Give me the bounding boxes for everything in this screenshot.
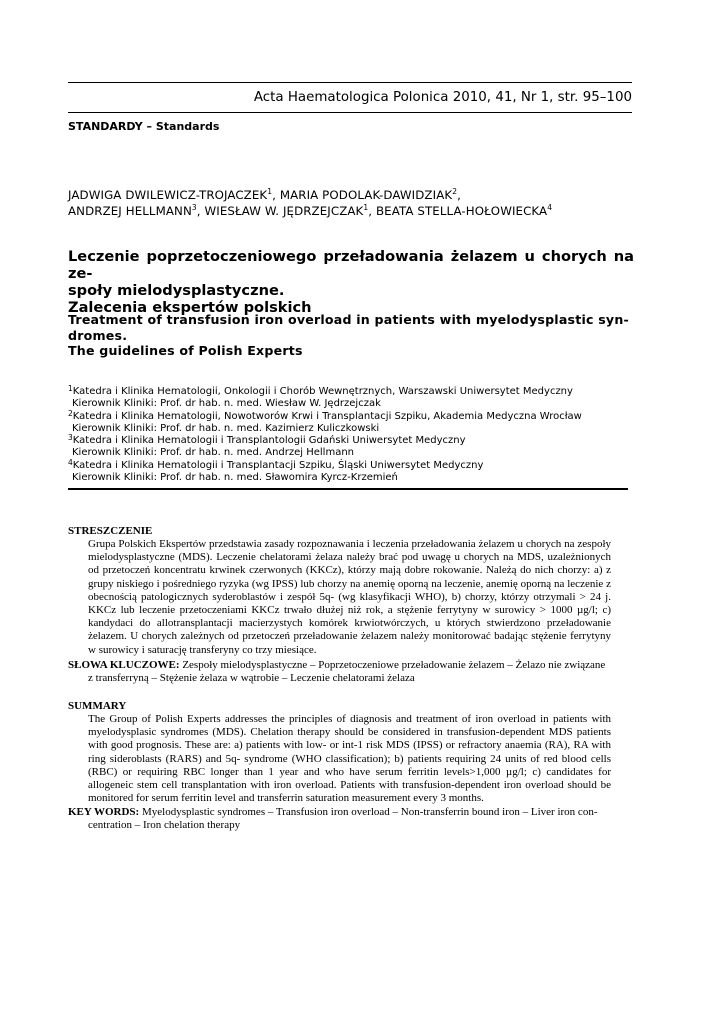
summary-heading: SUMMARY [68, 700, 127, 712]
author-line-1 [68, 187, 638, 203]
slowa-kluczowe-text: Zespoły mielodysplastyczne – Poprzetoczeniowe przeładowanie żelazem – Żelazo nie związane [179, 659, 606, 671]
title-english [68, 312, 634, 359]
streszczenie-body: Grupa Polskich Ekspertów przedstawia zasady rozpoznawania i leczenia przeładowania żelazem u chorych na zespoły mielodysplastyczne (MDS). Leczenie chelatorami żelaza należy brać pod uwagę u chorych na MDS, uzależnionych od przetoczeń koncentratu krwinek czerwonych (KKCz), którzy mają dobre rokowanie. Należą do nich chorzy: a) z grupy niskiego i pośredniego ryzyka (wg IPSS) lub chorzy na anemię oporną na leczenie, anemię oporną na leczenie z obecnością patologicznych syderoblastów i zespół 5q- (wg klasyfikacji WHO), b) chorzy, którzy otrzymali > 24 j. KKCz lub leczenie przetoczeniami KKCz trwało dłużej niż rok, a stężenie ferrytyny w surowicy > 1000 µg/l; c) kandydaci do allotransplantacji macierzystych komórek krwiotwórczych, u których stwierdzono przeładowanie żelazem. U chorych zależnych od przetoczeń przeładowanie żelazem należy monitorować badając stężenie ferrytyny w surowicy i saturację transferyny co trzy miesiące. [88, 538, 611, 656]
author-name: ANDRZEJ HELLMANN [68, 204, 192, 218]
streszczenie-heading: STRESZCZENIE [68, 525, 153, 537]
title-polish-line: społy mielodysplastyczne. [68, 282, 285, 299]
key-words-block [68, 806, 613, 832]
affiliation-line [68, 457, 638, 472]
affiliation-text: Katedra i Klinika Hematologii, Onkologii i Chorób Wewnętrznych, Warszawski Uniwersytet Medyczny [72, 386, 573, 397]
author-line-2 [68, 203, 638, 219]
affiliation-text: Kierownik Kliniki: Prof. dr hab. n. med. Wiesław W. Jędrzejczak [72, 398, 381, 410]
header-bottom-rule [68, 112, 632, 113]
slowa-kluczowe-block [68, 659, 613, 685]
affiliation-line [68, 447, 638, 459]
author-name: , WIESŁAW W. JĘDRZEJCZAK [196, 204, 364, 218]
key-words-text: Myelodysplastic syndromes – Transfusion iron overload – Non-transferrin bound iron – Liver iron con- [139, 806, 598, 818]
slowa-kluczowe-label: SŁOWA KLUCZOWE: [68, 659, 180, 671]
title-polish [68, 248, 634, 316]
affiliation-text: Kierownik Kliniki: Prof. dr hab. n. med. Kazimierz Kuliczkowski [72, 422, 380, 434]
title-polish-line: Leczenie poprzetoczeniowego przeładowania żelazem u chorych na ze- [68, 248, 634, 282]
author-separator: , [457, 188, 461, 202]
affiliation-text: Katedra i Klinika Hematologii, Nowotworów Krwi i Transplantacji Szpiku, Akademia Medyczna Wrocław [72, 410, 582, 422]
summary-body: The Group of Polish Experts addresses the principles of diagnosis and treatment of iron overload in patients with myelodysplasic syndromes (MDS). Chelation therapy should be considered in transfusion-dependent MDS patients with good prognosis. These are: a) patients with low- or int-1 risk MDS (IPSS) or refractory anaemia (RA), RA with ring sideroblasts (RARS) and 5q- syndrome (WHO classification); b) patients requiring 24 units of red blood cells (RBC) or requiring RBC longer than 1 year and who have serum ferritin levels>1,000 µg/l; c) candidates for allogeneic stem cell transplantation with iron overload. Patients with transfusion-dependent iron overload should be monitored for serum ferritin level and transferrin saturation measurement every 3 months. [88, 713, 611, 805]
affiliation-sup: 4 [68, 457, 73, 467]
key-words-text-cont: centration – Iron chelation therapy [88, 819, 241, 832]
affiliation-text: Katedra i Klinika Hematologii i Transplantacji Szpiku, Śląski Uniwersytet Medyczny [72, 459, 484, 471]
affiliation-line [68, 435, 638, 447]
author-affiliation-sup: 3 [191, 203, 197, 212]
affiliation-line [68, 472, 638, 484]
affiliation-text: Kierownik Kliniki: Prof. dr hab. n. med. Andrzej Hellmann [72, 447, 354, 459]
title-english-line: dromes. [68, 327, 128, 343]
affiliation-text: Kierownik Kliniki: Prof. dr hab. n. med. Sławomira Kyrcz-Krzemień [72, 472, 398, 484]
affiliation-line [68, 423, 638, 435]
author-affiliation-sup: 4 [547, 203, 553, 212]
author-name: JADWIGA DWILEWICZ-TROJACZEK [68, 188, 268, 202]
author-name: , BEATA STELLA-HOŁOWIECKA [368, 204, 548, 218]
affiliation-text: Katedra i Klinika Hematologii i Transplantologii Gdański Uniwersytet Medyczny [72, 435, 466, 447]
author-affiliation-sup: 1 [363, 203, 369, 212]
author-list [68, 187, 638, 219]
author-affiliation-sup: 2 [452, 187, 458, 196]
title-polish-line: Zalecenia ekspertów polskich [68, 299, 312, 316]
affiliation-sup: 3 [68, 433, 73, 443]
author-affiliation-sup: 1 [267, 187, 273, 196]
author-name: , MARIA PODOLAK-DAWIDZIAK [272, 188, 453, 202]
affiliation-line [68, 386, 638, 398]
title-english-line: The guidelines of Polish Experts [68, 343, 303, 358]
affiliation-sup: 2 [68, 408, 73, 418]
affiliation-bottom-rule [68, 488, 628, 490]
affiliation-list [68, 386, 638, 484]
header-top-rule [68, 82, 632, 83]
section-label: STANDARDY – Standards [68, 120, 220, 133]
journal-citation: Acta Haematologica Polonica 2010, 41, Nr 1, str. 95–100 [253, 90, 632, 105]
affiliation-line [68, 408, 638, 423]
title-english-line: Treatment of transfusion iron overload in patients with myelodysplastic syn- [68, 312, 629, 327]
affiliation-sup: 1 [68, 384, 73, 393]
slowa-kluczowe-text-cont: z transferryną – Stężenie żelaza w wątrobie – Leczenie chelatorami żelaza [88, 672, 415, 685]
key-words-label: KEY WORDS: [68, 806, 140, 818]
affiliation-line [68, 398, 638, 410]
